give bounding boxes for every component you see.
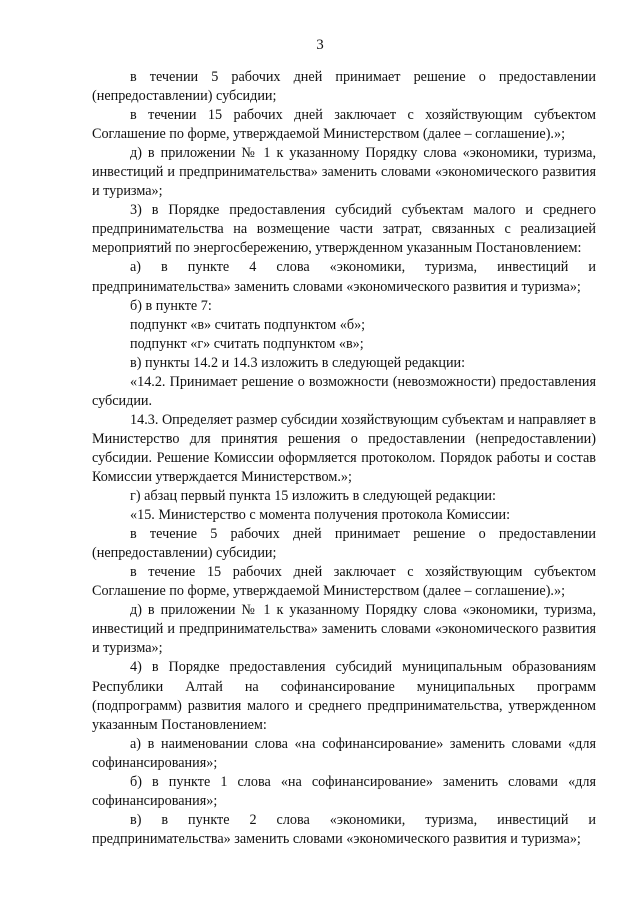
paragraph-agreement-15-days: в течении 15 рабочих дней заключает с хозяйствующим субъектом Соглашение по форме, утверждаемой Министерством (далее – соглашение).»; <box>92 107 596 143</box>
paragraph-item-a-title: а) в наименовании слова «на софинансирование» заменить словами «для софинансирования»; <box>92 735 596 771</box>
document-body <box>92 68 596 849</box>
paragraph-item-b-point-7: б) в пункте 7: <box>130 297 212 314</box>
paragraph-subpoint-g: подпункт «г» считать подпунктом «в»; <box>130 335 364 352</box>
paragraph-item-a-point-4: а) в пункте 4 слова «экономики, туризма, инвестиций и предпринимательства» заменить словами «экономического развития и туризма»; <box>92 259 596 295</box>
paragraph-agreement-15-days-2: в течение 15 рабочих дней заключает с хозяйствующим субъектом Соглашение по форме, утверждаемой Министерством (далее – соглашение).»; <box>92 564 596 600</box>
paragraph-item-v-point-2: в) в пункте 2 слова «экономики, туризма, инвестиций и предпринимательства» заменить словами «экономического развития и туризма»; <box>92 811 596 847</box>
paragraph-decision-5-days: в течении 5 рабочих дней принимает решение о предоставлении (непредоставлении) субсидии; <box>92 69 596 105</box>
paragraph-decision-5-days-2: в течение 5 рабочих дней принимает решение о предоставлении (непредоставлении) субсидии; <box>92 526 596 562</box>
paragraph-item-g-point-15: г) абзац первый пункта 15 изложить в следующей редакции: <box>130 488 496 505</box>
paragraph-subpoint-v: подпункт «в» считать подпунктом «б»; <box>130 316 366 333</box>
paragraph-appendix-1-replace-2: д) в приложении № 1 к указанному Порядку слова «экономики, туризма, инвестиций и предпринимательства» заменить словами «экономического развития и туризма»; <box>92 602 596 657</box>
page-number: 3 <box>316 37 324 53</box>
paragraph-item-v-points: в) пункты 14.2 и 14.3 изложить в следующей редакции: <box>130 354 466 371</box>
paragraph-point-14-2: «14.2. Принимает решение о возможности (невозможности) предоставления субсидии. <box>92 373 596 409</box>
paragraph-appendix-1-replace: д) в приложении № 1 к указанному Порядку слова «экономики, туризма, инвестиций и предпринимательства» заменить словами «экономического развития и туризма»; <box>92 145 596 200</box>
paragraph-section-4: 4) в Порядке предоставления субсидий муниципальным образованиям Республики Алтай на софинансирование муниципальных программ (подпрограмм) развития малого и среднего предпринимательства, утвержденном указанным Постановлением: <box>92 659 596 733</box>
paragraph-section-3: 3) в Порядке предоставления субсидий субъектам малого и среднего предпринимательства на возмещение части затрат, связанных с реализацией мероприятий по энергосбережению, утвержденном указанным Постановлением: <box>92 202 596 257</box>
paragraph-point-14-3: 14.3. Определяет размер субсидии хозяйствующим субъектам и направляет в Министерство для принятия решения о предоставлении (непредоставлении) субсидии. Решение Комиссии оформляется протоколом. Порядок работы и состав Комиссии утверждается Министерством.»; <box>92 411 596 485</box>
paragraph-point-15: «15. Министерство с момента получения протокола Комиссии: <box>130 507 511 524</box>
paragraph-item-b-point-1: б) в пункте 1 слова «на софинансирование» заменить словами «для софинансирования»; <box>92 773 596 809</box>
